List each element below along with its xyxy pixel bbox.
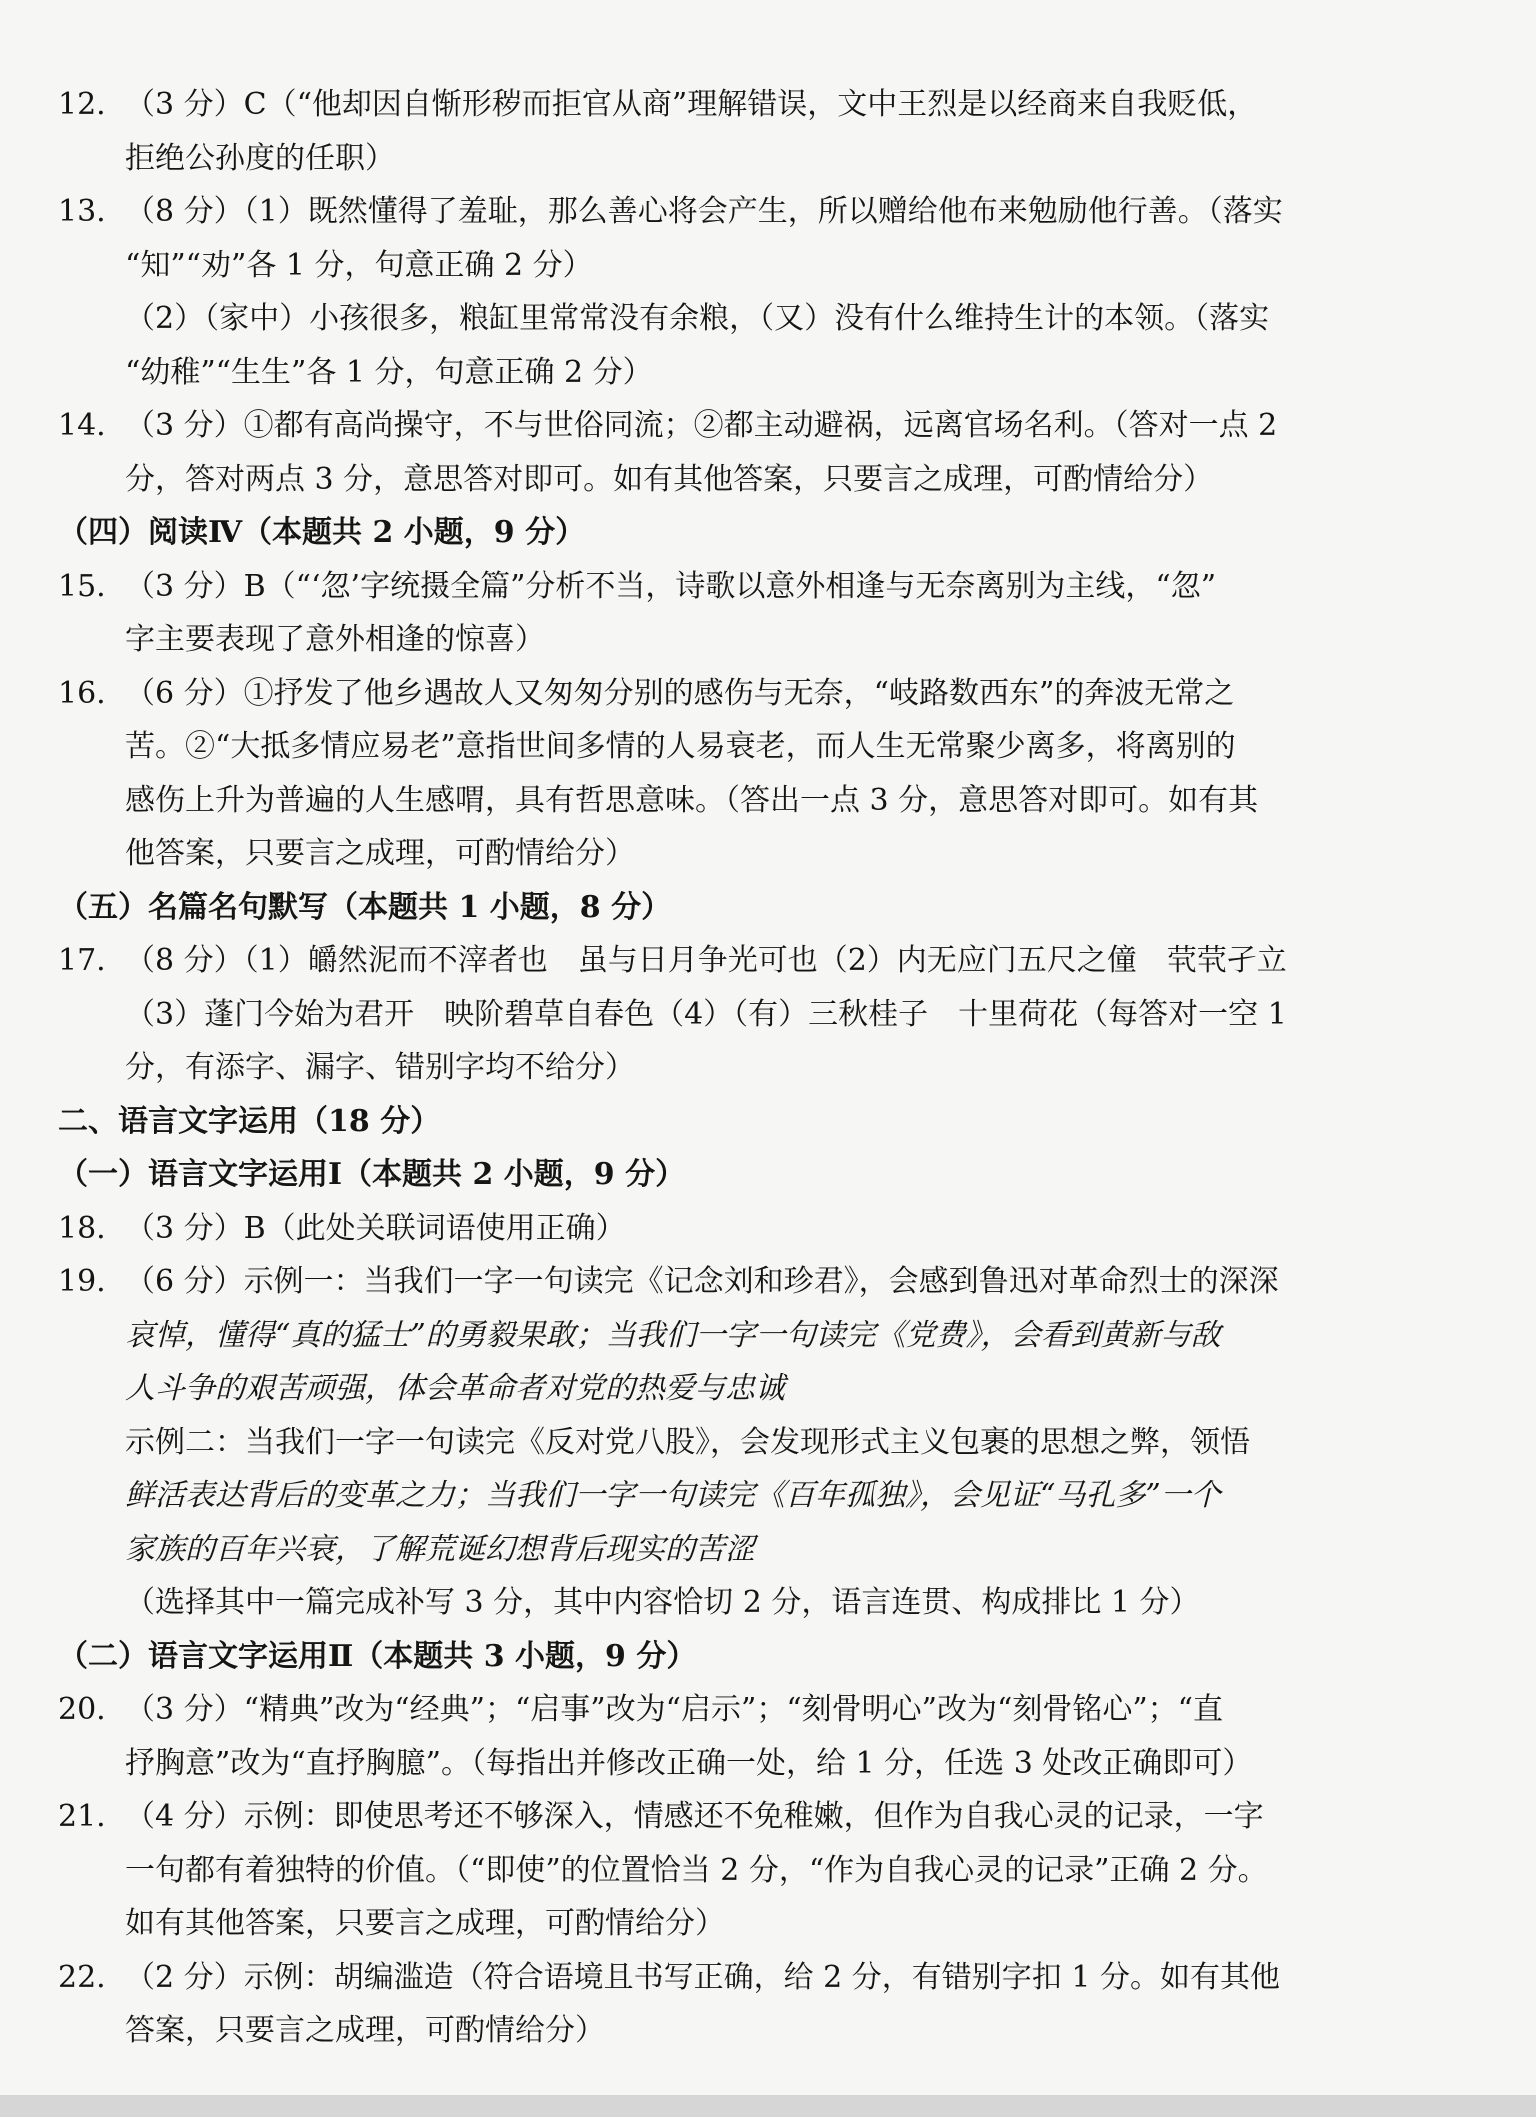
question-number: 22. bbox=[58, 1959, 106, 1995]
question-number: 13. bbox=[58, 194, 106, 229]
answer-line: 抒胸意”改为“直抒胸臆”。（每指出并修改正确一处，给 1 分，任选 3 处改正确即可） bbox=[125, 1745, 1253, 1781]
answer-line: （2）（家中）小孩很多，粮缸里常常没有余粮，（又）没有什么维持生计的本领。（落实 bbox=[125, 301, 1270, 336]
answer-item bbox=[58, 1790, 1386, 1951]
answer-body bbox=[125, 1683, 1386, 1790]
answer-line: （3 分）①都有高尚操守，不与世俗同流；②都主动避祸，远离官场名利。（答对一点 2 bbox=[125, 408, 1278, 443]
answer-line: 鲜活表达背后的变革之力；当我们一字一句读完《百年孤独》，会见证“马孔多”一个 bbox=[125, 1478, 1221, 1513]
answer-body bbox=[125, 934, 1386, 1095]
answer-line: 家族的百年兴衰，了解荒诞幻想背后现实的苦涩 bbox=[125, 1531, 755, 1567]
answer-line: 字主要表现了意外相逢的惊喜） bbox=[125, 622, 545, 657]
answer-line: （8 分）（1）既然懂得了羞耻，那么善心将会产生，所以赠给他布来勉励他行善。（落实 bbox=[125, 194, 1283, 229]
question-number: 12. bbox=[58, 87, 106, 122]
answer-line: 感伤上升为普遍的人生感喟，具有哲思意味。（答出一点 3 分，意思答对即可。如有其 bbox=[125, 782, 1259, 818]
answer-body bbox=[125, 667, 1386, 881]
answer-body bbox=[125, 560, 1386, 667]
answer-body bbox=[125, 78, 1386, 185]
section-heading: （四）阅读Ⅳ（本题共 2 小题，9 分） bbox=[58, 515, 586, 550]
answer-line: 拒绝公孙度的任职） bbox=[125, 140, 395, 176]
question-number: 15. bbox=[58, 568, 106, 604]
answer-line: （6 分）①抒发了他乡遇故人又匆匆分别的感伤与无奈，“岐路数西东”的奔波无常之 bbox=[125, 675, 1235, 711]
answer-line: 哀悼，懂得“真的猛士”的勇毅果敢；当我们一字一句读完《党费》，会看到黄新与敌 bbox=[125, 1317, 1221, 1353]
section-heading: （五）名篇名句默写（本题共 1 小题，8 分） bbox=[58, 889, 672, 925]
answer-line: 苦。②“大抵多情应易老”意指世间多情的人易衰老，而人生无常聚少离多，将离别的 bbox=[125, 729, 1236, 764]
answer-item bbox=[58, 399, 1386, 506]
answer-item bbox=[58, 1951, 1386, 2058]
scan-bottom-band bbox=[0, 2095, 1536, 2117]
question-number: 21. bbox=[58, 1799, 106, 1834]
answer-item bbox=[58, 185, 1386, 399]
question-number: 14. bbox=[58, 408, 106, 443]
section-heading: （二）语言文字运用Ⅱ（本题共 3 小题，9 分） bbox=[58, 1638, 697, 1674]
answer-line: 如有其他答案，只要言之成理，可酌情给分） bbox=[125, 1906, 725, 1941]
answer-body bbox=[125, 1951, 1386, 2058]
answer-line: 一句都有着独特的价值。（“即使”的位置恰当 2 分，“作为自我心灵的记录”正确 2 分。 bbox=[125, 1852, 1268, 1888]
answer-line: （3 分）B（此处关联词语使用正确） bbox=[125, 1210, 626, 1246]
answer-item bbox=[58, 1202, 1386, 1256]
question-number: 16. bbox=[58, 675, 106, 711]
answer-body bbox=[125, 399, 1386, 506]
question-number: 17. bbox=[58, 943, 106, 978]
answer-body bbox=[125, 1790, 1386, 1951]
answer-line: （4 分）示例：即使思考还不够深入，情感还不免稚嫩，但作为自我心灵的记录，一字 bbox=[125, 1799, 1264, 1834]
answer-line: 示例二：当我们一字一句读完《反对党八股》，会发现形式主义包裹的思想之弊，领悟 bbox=[125, 1424, 1250, 1460]
answer-item bbox=[58, 934, 1386, 1095]
answer-line: （6 分）示例一：当我们一字一句读完《记念刘和珍君》，会感到鲁迅对革命烈士的深深 bbox=[125, 1264, 1279, 1299]
answer-line: 分，答对两点 3 分，意思答对即可。如有其他答案，只要言之成理，可酌情给分） bbox=[125, 461, 1214, 497]
answer-item bbox=[58, 560, 1386, 667]
question-number: 19. bbox=[58, 1264, 106, 1299]
question-number: 18. bbox=[58, 1210, 106, 1246]
answer-line: （3 分）“精典”改为“经典”；“启事”改为“启示”；“刻骨明心”改为“刻骨铭心”；“直 bbox=[125, 1692, 1224, 1727]
answer-key-content bbox=[58, 78, 1386, 2058]
answer-body bbox=[125, 185, 1386, 399]
section-heading: 二、语言文字运用（18 分） bbox=[58, 1103, 441, 1139]
section-heading: （一）语言文字运用Ⅰ（本题共 2 小题，9 分） bbox=[58, 1157, 686, 1192]
answer-line: 分，有添字、漏字、错别字均不给分） bbox=[125, 1050, 635, 1085]
answer-item bbox=[58, 78, 1386, 185]
answer-line: （选择其中一篇完成补写 3 分，其中内容恰切 2 分，语言连贯、构成排比 1 分） bbox=[125, 1585, 1200, 1620]
answer-line: “知”“劝”各 1 分，句意正确 2 分） bbox=[125, 247, 593, 283]
answer-item bbox=[58, 667, 1386, 881]
answer-line: “幼稚”“生生”各 1 分，句意正确 2 分） bbox=[125, 354, 653, 390]
answer-line: 人斗争的艰苦顽强，体会革命者对党的热爱与忠诚 bbox=[125, 1371, 785, 1406]
answer-line: （3 分）B（“‘忽’字统摄全篇”分析不当，诗歌以意外相逢与无奈离别为主线，“忽” bbox=[125, 568, 1217, 604]
question-number: 20. bbox=[58, 1692, 106, 1727]
answer-item bbox=[58, 1255, 1386, 1630]
answer-line: （8 分）（1）皭然泥而不滓者也 虽与日月争光可也（2）内无应门五尺之僮 茕茕孑立 bbox=[125, 943, 1287, 978]
answer-body bbox=[125, 1202, 1386, 1256]
answer-line: 他答案，只要言之成理，可酌情给分） bbox=[125, 836, 635, 871]
answer-line: （2 分）示例：胡编滥造（符合语境且书写正确，给 2 分，有错别字扣 1 分。如有其他 bbox=[125, 1959, 1280, 1995]
answer-body bbox=[125, 1255, 1386, 1630]
answer-line: （3 分）C（“他却因自惭形秽而拒官从商”理解错误，文中王烈是以经商来自我贬低， bbox=[125, 87, 1258, 122]
answer-item bbox=[58, 1683, 1386, 1790]
answer-line: （3）蓬门今始为君开 映阶碧草自春色（4）（有）三秋桂子 十里荷花（每答对一空 1 bbox=[125, 996, 1287, 1032]
answer-line: 答案，只要言之成理，可酌情给分） bbox=[125, 2013, 605, 2048]
